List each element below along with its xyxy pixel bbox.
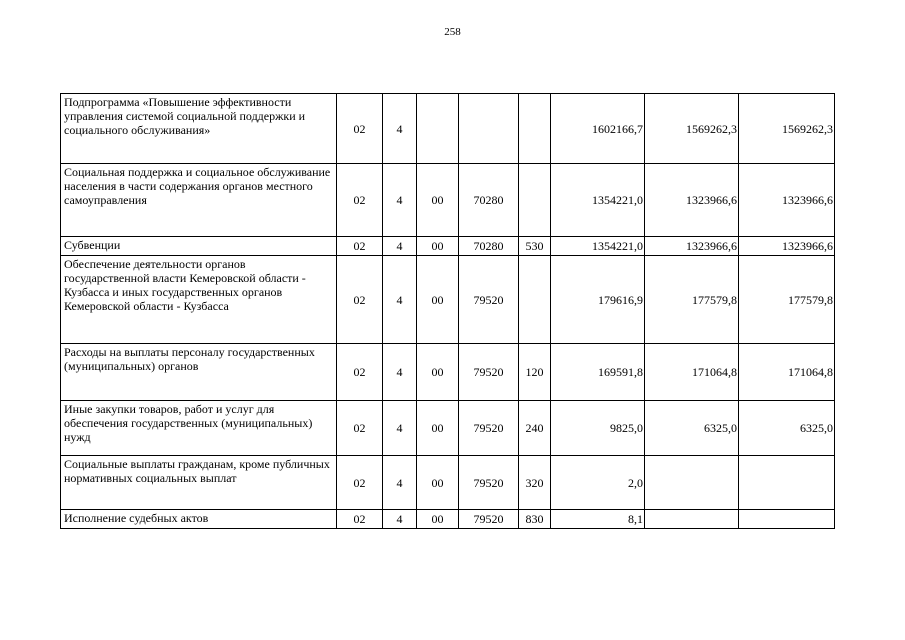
direction-cell: 00: [417, 510, 459, 529]
amount-year1-cell: 9825,0: [551, 401, 645, 456]
direction-cell: 00: [417, 256, 459, 344]
direction-cell: 00: [417, 401, 459, 456]
subprogram-cell: 4: [383, 256, 417, 344]
section-cell: 02: [337, 401, 383, 456]
section-cell: 02: [337, 510, 383, 529]
section-cell: 02: [337, 94, 383, 164]
amount-year3-cell: [739, 456, 835, 510]
amount-year3-cell: 177579,8: [739, 256, 835, 344]
row-name-cell: Социальная поддержка и социальное обслуживание населения в части содержания органов местного самоуправления: [61, 164, 337, 237]
amount-year1-cell: 1354221,0: [551, 237, 645, 256]
table-row: [61, 94, 835, 164]
subprogram-cell: 4: [383, 237, 417, 256]
expense-type-cell: [519, 164, 551, 237]
expense-type-cell: 830: [519, 510, 551, 529]
amount-year1-cell: 1602166,7: [551, 94, 645, 164]
amount-year2-cell: 177579,8: [645, 256, 739, 344]
amount-year3-cell: 1569262,3: [739, 94, 835, 164]
target-code-cell: 70280: [459, 237, 519, 256]
table-row: [61, 510, 835, 529]
subprogram-cell: 4: [383, 401, 417, 456]
amount-year1-cell: 2,0: [551, 456, 645, 510]
budget-table: [60, 93, 835, 529]
amount-year2-cell: 1323966,6: [645, 164, 739, 237]
target-code-cell: 79520: [459, 344, 519, 401]
amount-year3-cell: [739, 510, 835, 529]
expense-type-cell: [519, 256, 551, 344]
amount-year2-cell: [645, 510, 739, 529]
amount-year3-cell: 6325,0: [739, 401, 835, 456]
target-code-cell: 79520: [459, 256, 519, 344]
subprogram-cell: 4: [383, 456, 417, 510]
section-cell: 02: [337, 456, 383, 510]
target-code-cell: 79520: [459, 401, 519, 456]
table-row: [61, 256, 835, 344]
row-name-cell: Субвенции: [61, 237, 337, 256]
subprogram-cell: 4: [383, 344, 417, 401]
direction-cell: 00: [417, 237, 459, 256]
direction-cell: 00: [417, 456, 459, 510]
table-row: [61, 344, 835, 401]
expense-type-cell: [519, 94, 551, 164]
direction-cell: 00: [417, 344, 459, 401]
subprogram-cell: 4: [383, 94, 417, 164]
amount-year2-cell: [645, 456, 739, 510]
table-row: [61, 401, 835, 456]
direction-cell: 00: [417, 164, 459, 237]
amount-year1-cell: 179616,9: [551, 256, 645, 344]
section-cell: 02: [337, 237, 383, 256]
amount-year2-cell: 1323966,6: [645, 237, 739, 256]
expense-type-cell: 320: [519, 456, 551, 510]
target-code-cell: 70280: [459, 164, 519, 237]
table-row: [61, 456, 835, 510]
amount-year3-cell: 1323966,6: [739, 237, 835, 256]
target-code-cell: 79520: [459, 456, 519, 510]
direction-cell: [417, 94, 459, 164]
table-row: [61, 164, 835, 237]
table-body: [61, 94, 835, 529]
row-name-cell: Социальные выплаты гражданам, кроме публичных нормативных социальных выплат: [61, 456, 337, 510]
target-code-cell: [459, 94, 519, 164]
row-name-cell: Подпрограмма «Повышение эффективности управления системой социальной поддержки и социального обслуживания»: [61, 94, 337, 164]
row-name-cell: Исполнение судебных актов: [61, 510, 337, 529]
amount-year3-cell: 1323966,6: [739, 164, 835, 237]
amount-year1-cell: 169591,8: [551, 344, 645, 401]
expense-type-cell: 530: [519, 237, 551, 256]
amount-year2-cell: 171064,8: [645, 344, 739, 401]
amount-year1-cell: 8,1: [551, 510, 645, 529]
amount-year2-cell: 1569262,3: [645, 94, 739, 164]
section-cell: 02: [337, 164, 383, 237]
amount-year1-cell: 1354221,0: [551, 164, 645, 237]
row-name-cell: Расходы на выплаты персоналу государственных (муниципальных) органов: [61, 344, 337, 401]
section-cell: 02: [337, 256, 383, 344]
section-cell: 02: [337, 344, 383, 401]
subprogram-cell: 4: [383, 164, 417, 237]
expense-type-cell: 120: [519, 344, 551, 401]
row-name-cell: Иные закупки товаров, работ и услуг для обеспечения государственных (муниципальных) нужд: [61, 401, 337, 456]
page-number: 258: [444, 26, 461, 38]
amount-year3-cell: 171064,8: [739, 344, 835, 401]
subprogram-cell: 4: [383, 510, 417, 529]
target-code-cell: 79520: [459, 510, 519, 529]
row-name-cell: Обеспечение деятельности органов государственной власти Кемеровской области - Кузбасса и иных государственных органов Кемеровской области - Кузбасса: [61, 256, 337, 344]
table-row: [61, 237, 835, 256]
expense-type-cell: 240: [519, 401, 551, 456]
amount-year2-cell: 6325,0: [645, 401, 739, 456]
